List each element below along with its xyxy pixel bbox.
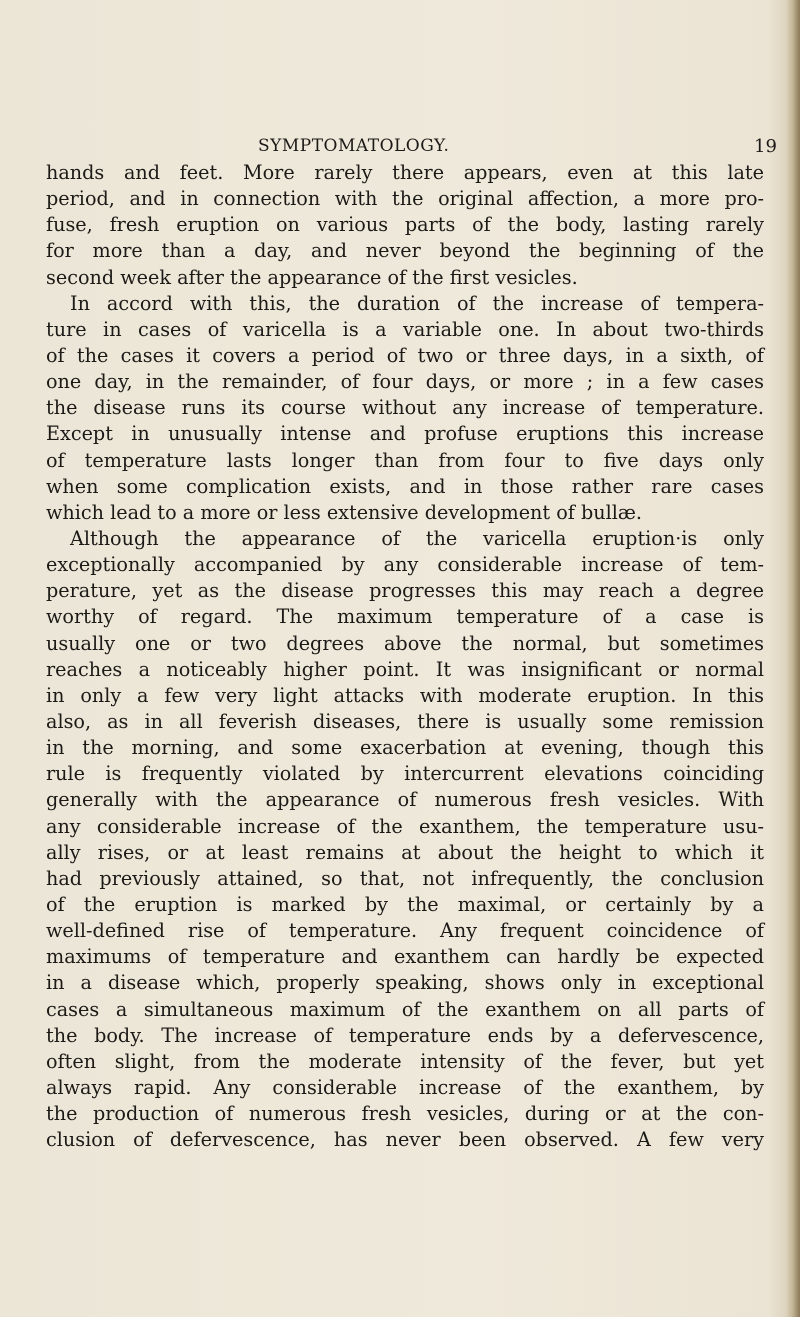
text-line: fuse, fresh eruption on various parts of the body, lasting rarely	[46, 213, 764, 237]
text-line: clusion of defervescence, has never been observed. A few very	[46, 1128, 764, 1152]
text-line: worthy of regard. The maximum temperature of a case is	[46, 605, 764, 629]
text-line: In accord with this, the duration of the increase of tempera-	[70, 291, 764, 315]
text-line: rule is frequently violated by intercurrent elevations coinciding	[46, 762, 764, 786]
text-line: exceptionally accompanied by any considerable increase of tem-	[46, 553, 764, 577]
text-line: ally rises, or at least remains at about the height to which it	[46, 840, 764, 864]
text-line: for more than a day, and never beyond the beginning of the	[46, 239, 764, 263]
text-line: of temperature lasts longer than from four to five days only	[46, 448, 764, 472]
text-line: Although the appearance of the varicella eruption·is only	[70, 526, 764, 550]
text-line: Except in unusually intense and profuse eruptions this increase	[46, 422, 764, 446]
text-line: the disease runs its course without any increase of temperature.	[46, 396, 764, 420]
running-head-title: SYMPTOMATOLOGY.	[258, 136, 450, 156]
text-line: of the eruption is marked by the maximal, or certainly by a	[46, 892, 764, 916]
text-line: also, as in all feverish diseases, there is usually some remission	[46, 709, 764, 733]
body-text	[46, 160, 764, 1153]
text-line: in a disease which, properly speaking, shows only in exceptional	[46, 971, 764, 995]
text-line: maximums of temperature and exanthem can hardly be expected	[46, 945, 764, 969]
text-line: had previously attained, so that, not infrequently, the conclusion	[46, 866, 764, 890]
text-line: which lead to a more or less extensive development of bullæ.	[46, 500, 643, 524]
text-line: of the cases it covers a period of two or three days, in a sixth, of	[46, 343, 764, 367]
text-line: any considerable increase of the exanthem, the temperature usu-	[46, 814, 764, 838]
text-line: when some complication exists, and in those rather rare cases	[46, 474, 764, 498]
text-line: in only a few very light attacks with moderate eruption. In this	[46, 683, 764, 707]
text-line: cases a simultaneous maximum of the exanthem on all parts of	[46, 997, 764, 1021]
text-line: always rapid. Any considerable increase of the exanthem, by	[46, 1075, 764, 1099]
text-line: hands and feet. More rarely there appears, even at this late	[46, 161, 764, 184]
text-line: reaches a noticeably higher point. It was insignificant or normal	[46, 657, 764, 681]
text-line: one day, in the remainder, of four days, or more ; in a few cases	[46, 370, 764, 394]
text-line: period, and in connection with the original affection, a more pro-	[46, 187, 764, 211]
page-number: 19	[754, 136, 777, 157]
text-line: second week after the appearance of the first vesicles.	[46, 265, 578, 289]
text-line: the body. The increase of temperature ends by a defervescence,	[46, 1023, 764, 1047]
text-line: in the morning, and some exacerbation at evening, though this	[46, 736, 764, 760]
running-head	[0, 136, 800, 160]
text-line: ture in cases of varicella is a variable one. In about two-thirds	[46, 317, 764, 341]
text-line: perature, yet as the disease progresses this may reach a degree	[46, 579, 764, 603]
text-line: well-defined rise of temperature. Any frequent coincidence of	[46, 919, 764, 943]
text-line: generally with the appearance of numerous fresh vesicles. With	[46, 788, 764, 812]
text-line: the production of numerous fresh vesicles, during or at the con-	[46, 1102, 764, 1126]
page-edge-shadow	[786, 0, 800, 1317]
text-line: usually one or two degrees above the normal, but sometimes	[46, 631, 764, 655]
text-line: often slight, from the moderate intensity of the fever, but yet	[46, 1049, 764, 1073]
